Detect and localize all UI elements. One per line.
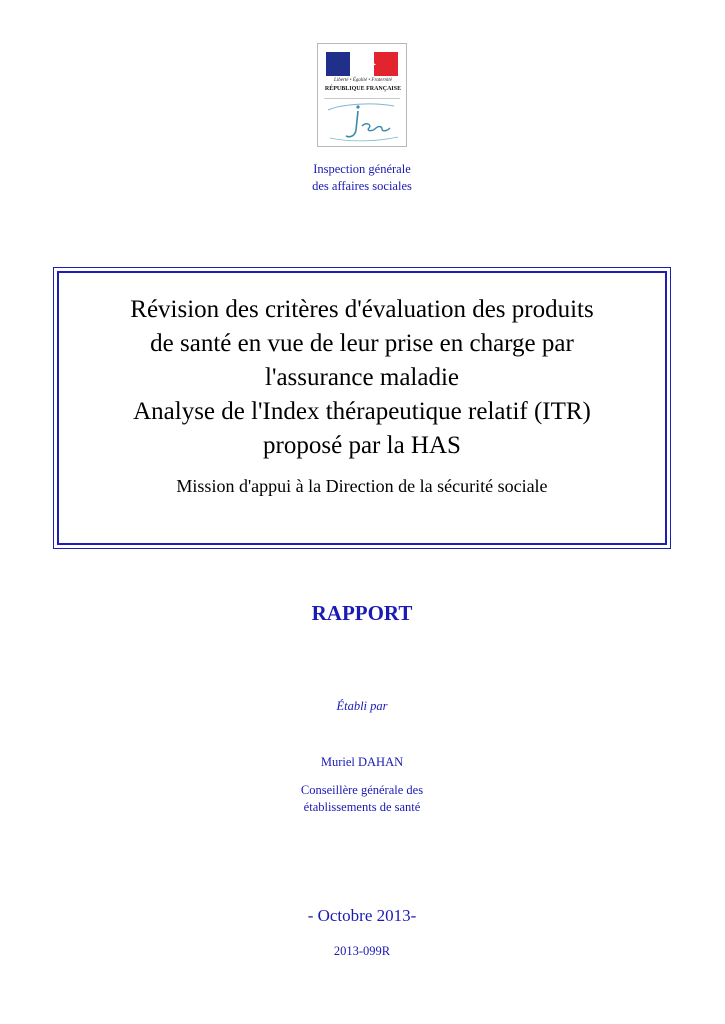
author-role-line-1: Conseillère générale des <box>300 783 424 797</box>
established-by-label <box>212 698 512 715</box>
report-date: - Octobre 2013- <box>307 906 417 925</box>
title-line-5: proposé par la HAS <box>263 432 461 459</box>
title-line-1: Révision des critères d'évaluation des produits <box>130 296 594 323</box>
author-role-line-2: établissements de santé <box>303 800 421 814</box>
report-title <box>70 293 654 463</box>
title-line-3: l'assurance maladie <box>265 364 459 391</box>
report-reference: 2013-099R <box>333 944 391 958</box>
report-label: RAPPORT <box>311 601 413 625</box>
republic-name: RÉPUBLIQUE FRANÇAISE <box>324 86 402 92</box>
republique-francaise-logo <box>317 43 407 147</box>
author-name: Muriel DAHAN <box>320 755 404 769</box>
republic-motto: Liberté • Égalité • Fraternité <box>334 78 392 83</box>
organization-name <box>262 161 462 195</box>
igas-logo-icon <box>322 100 404 144</box>
report-subtitle: Mission d'appui à la Direction de la sécurité sociale <box>176 476 548 496</box>
organization-line-1: Inspection générale <box>313 162 411 176</box>
title-line-4: Analyse de l'Index thérapeutique relatif (ITR) <box>133 398 591 425</box>
marianne-profile-icon <box>326 52 398 76</box>
author-role <box>212 782 512 816</box>
title-line-2: de santé en vue de leur prise en charge par <box>150 330 574 357</box>
organization-line-2: des affaires sociales <box>312 179 412 193</box>
logo-divider <box>324 98 400 99</box>
established-by-text: Établi par <box>336 699 388 713</box>
